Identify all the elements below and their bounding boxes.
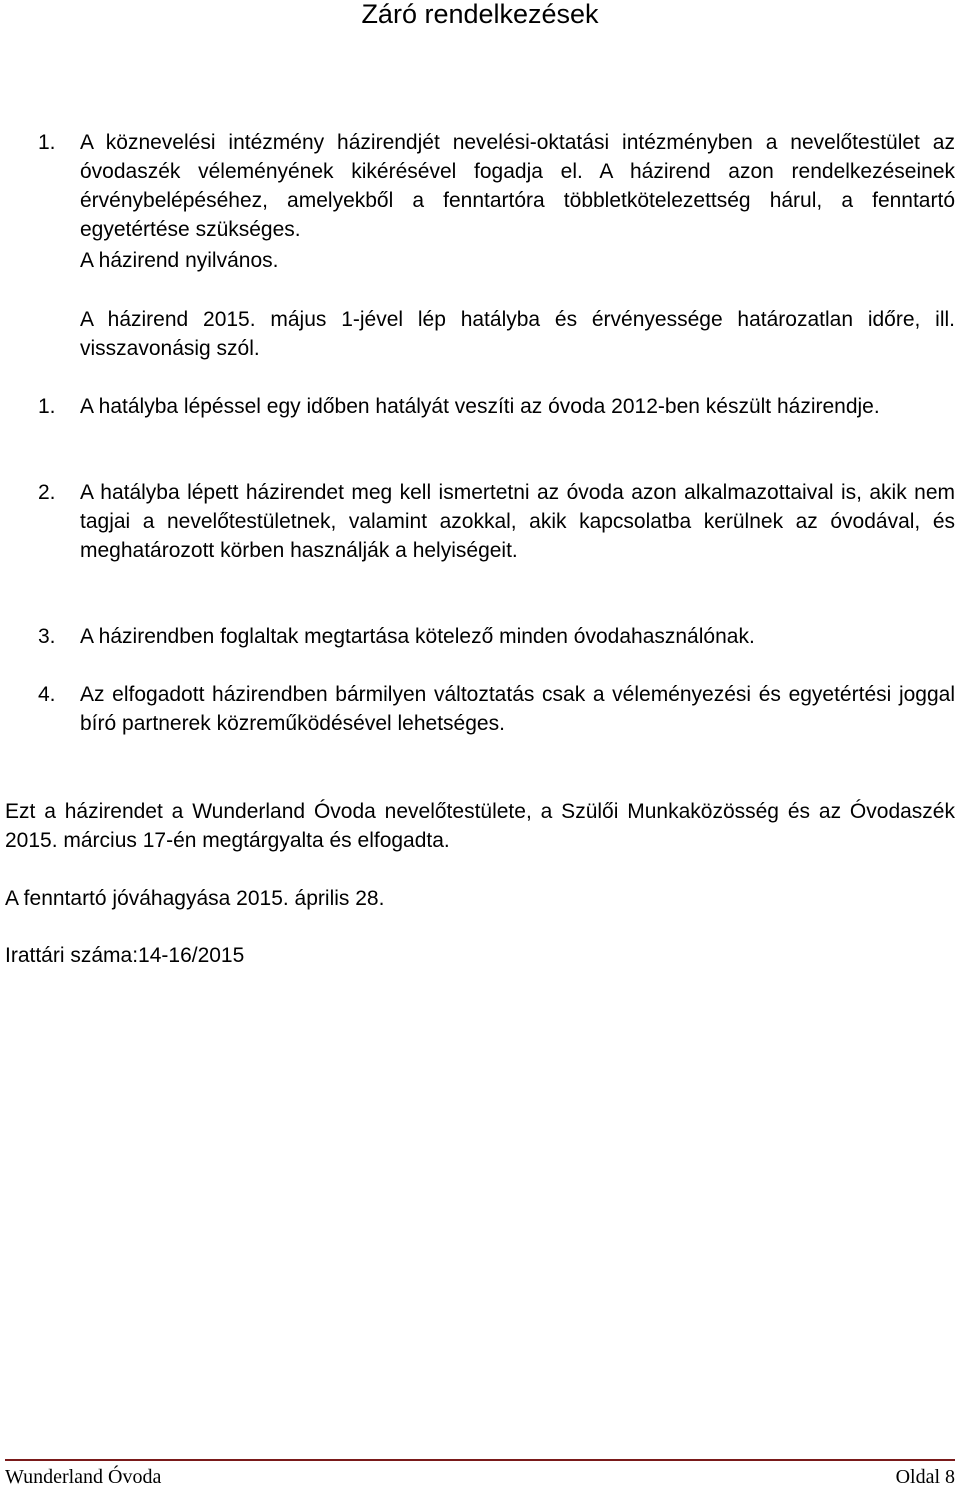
list-item: [38, 622, 955, 651]
list-item: [38, 680, 955, 738]
footer-page-number: Oldal 8: [895, 1466, 955, 1488]
list-item-text: A hatályba lépéssel egy időben hatályát veszíti az óvoda 2012-ben készült házirendje.: [80, 395, 880, 418]
list-item-text: A házirendben foglaltak megtartása kötelező minden óvodahasználónak.: [80, 625, 755, 648]
list-item-number: 3.: [38, 625, 56, 648]
list-item-text: Az elfogadott házirendben bármilyen változtatás csak a véleményezési és egyetértési joggal bíró partnerek közreműködésével lehetséges.: [80, 683, 955, 735]
public-note: A házirend nyilvános.: [80, 249, 279, 272]
list-item-number: 2.: [38, 481, 56, 504]
adoption-text: Ezt a házirendet a Wunderland Óvoda nevelőtestülete, a Szülői Munkaközösség és az Óvodaszék 2015. március 17-én megtárgyalta és elfogadta.: [5, 800, 955, 852]
list-item: [38, 392, 955, 421]
footer-institution: Wunderland Óvoda: [5, 1466, 162, 1488]
list-item-number: 1.: [38, 395, 56, 418]
list-item-text: A hatályba lépett házirendet meg kell ismertetni az óvoda azon alkalmazottaival is, akik nem tagjai a nevelőtestületnek, valamint azokkal, akik kapcsolatba kerülnek az óvodával, és meghatározott körben használják a helyiségeit.: [80, 481, 955, 562]
list-item-number: 1.: [38, 131, 56, 154]
list-item-text: A köznevelési intézmény házirendjét nevelési-oktatási intézményben a nevelőtestület az óvodaszék véleményének kikérésével fogadja el. A házirend azon rendelkezéseinek érvénybelépéséhez, amelyekből a fenntartóra többletkötelezettség hárul, a fenntartó egyetértése szükséges.: [80, 131, 955, 241]
list-item: [38, 128, 955, 244]
approval-text: A fenntartó jóváhagyása 2015. április 28.: [5, 887, 385, 910]
footer-divider: [5, 1459, 955, 1461]
list-item: [38, 478, 955, 565]
effective-note: A házirend 2015. május 1-jével lép hatályba és érvényessége határozatlan időre, ill. visszavonásig szól.: [80, 308, 955, 360]
page-title: Záró rendelkezések: [361, 0, 599, 29]
list-item-number: 4.: [38, 683, 56, 706]
registry-number: Irattári száma:14-16/2015: [5, 944, 245, 967]
